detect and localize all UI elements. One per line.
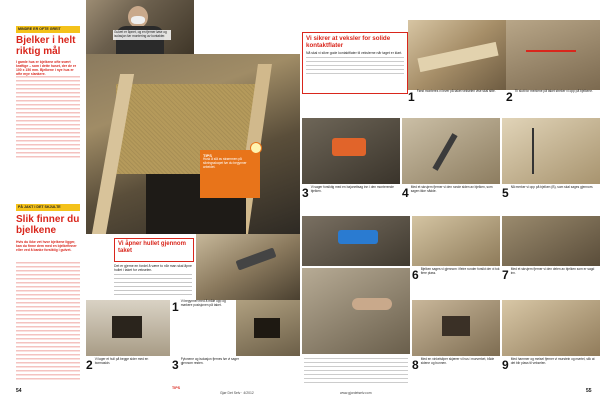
- grinder-tool: [338, 230, 378, 244]
- left-panel: [0, 0, 86, 400]
- photo-removed-joist: [502, 216, 600, 266]
- photo-angle-grinder: [302, 216, 410, 266]
- r-step-3-number: 3: [302, 186, 309, 200]
- r-step-7: [502, 268, 598, 298]
- r-step-4-text: Med et skrujern fjerner vi den runde siden av bjelken, som sagen ikke nådde.: [410, 185, 493, 193]
- r-step-3-text: Vi sager forsiktig med en bajonettsag inn i den monterende bjelken.: [310, 185, 394, 193]
- r-step-6-number: 6: [412, 268, 419, 282]
- tip-label: TIPS: [203, 153, 212, 158]
- r-step-5: [502, 186, 598, 214]
- tag2-yellow: [16, 204, 80, 211]
- left-body-2-filler: [16, 262, 80, 380]
- r-step-6-text: Bjelken sages vi gjennom i fleire runder forsikt der vi tok fiere plass.: [420, 267, 500, 275]
- r-step-1-text: Først monteres vi lever på taket vekselen vise skal sitte.: [416, 89, 496, 93]
- hole-dark-2: [254, 318, 280, 338]
- photo-worker-mask: [86, 0, 194, 54]
- hole-dark: [112, 316, 142, 338]
- worker-mask: [131, 16, 145, 24]
- right-title: Vi sikrer at veksler for solide kontaktflater: [306, 35, 391, 49]
- right-intro: Nå skal vi sikre gode kontaktflater til vekslerne når taget er klart.: [306, 51, 403, 55]
- r-step-5-number: 5: [502, 186, 509, 200]
- photo-hammer-hole: [236, 300, 300, 356]
- r-step-9: [502, 358, 598, 388]
- r-step-7-number: 7: [502, 268, 509, 282]
- photo-joist-closeup-2: [506, 20, 600, 90]
- photo-open-floor: [86, 54, 300, 234]
- left-body-1: I gamle hus er bjelkene ofte svært kraftige – som i dette huset, der de er 100 x 150 mm. Bjelkene i nye hus er ofte mye slankere.: [16, 60, 77, 77]
- r-step-4: [402, 186, 498, 214]
- r-step-2: [506, 90, 598, 114]
- r-step-8-text: Med en vinkelsliper skjærer vi hus i murverket, både sidene og bunnen.: [420, 357, 495, 365]
- pencil-mark: [526, 50, 576, 52]
- middle-title: Vi åpner hullet gjennom taket: [118, 241, 186, 254]
- middle-intro-filler: [114, 274, 192, 298]
- brick-gap: [442, 316, 470, 336]
- left-headline-2: Slik finner du bjelkene: [16, 214, 80, 236]
- top-caption: Gulvet er åpnet, og en fjerner løse og isolasjon før montering av kontakter.: [113, 30, 171, 40]
- photo-saw-joist: [302, 118, 400, 184]
- footer-left: Gjør Det Selv · 4/2012: [220, 391, 254, 395]
- r-step-9-number: 9: [502, 358, 509, 372]
- r-step-2-text: Til slutt for merkene på taket streker vi opp på bjelkene.: [514, 89, 593, 93]
- mid-step-1-text: Vi begynner med å måle opp og markere posisjonen på taket.: [180, 299, 226, 307]
- r-step-8-number: 8: [412, 358, 419, 372]
- worker-arm: [352, 298, 392, 310]
- mid-step-3-text: Pylonene og isolasjon fjernes før vi sager gjennom resten.: [180, 357, 239, 365]
- r-step-2-number: 2: [506, 90, 513, 104]
- saw-tool: [332, 138, 366, 156]
- r-step-7-text: Med et skrujern fjerner vi den delen av bjelken som er sagd inn.: [510, 267, 595, 275]
- middle-intro: Det er gjerne en fordel å være to når man skal åpne hullet i taket for vekselen.: [114, 264, 192, 273]
- right-intro-filler: [306, 57, 404, 77]
- tip-box: [200, 150, 260, 198]
- photo-cut-joist: [412, 216, 500, 266]
- left-body-2: Hvis du ikke vet hvor bjelkene ligger, kan du finne dem med en bjelkefinner eller ved å banke forsiktig i gulvet.: [16, 240, 77, 253]
- r-step-5-text: Nå merker vi opp på bjelken (B), som skal sages gjennom.: [510, 185, 594, 189]
- left-page-number: 54: [16, 388, 22, 394]
- photo-chisel-joist: [402, 118, 500, 184]
- r-step-4-number: 4: [402, 186, 409, 200]
- right-page: [300, 0, 600, 400]
- right-body-filler: [304, 358, 408, 384]
- left-headline-1: Bjelker i helt riktig mål: [16, 35, 76, 57]
- r-step-3: [302, 186, 398, 214]
- r-step-1-number: 1: [408, 90, 415, 104]
- photo-saw-cutting: [196, 234, 300, 300]
- r-step-6: [412, 268, 500, 298]
- right-header-box: [302, 32, 408, 94]
- middle-bottom-panel: [86, 234, 300, 400]
- r-step-9-text: Med hammer og meisel fjerner vi murstein og mørtel, slik at det blir plass til vekselen.: [510, 357, 595, 365]
- left-tag-label: MINDRE ER OFTE GREIT: [18, 27, 61, 31]
- left-tag2-label: PÅ JAKT I DET SKJULTE: [18, 205, 61, 209]
- photo-ceiling-hole: [86, 300, 170, 356]
- photo-marked-joist: [502, 118, 600, 184]
- mark-line: [532, 128, 534, 174]
- photo-brick-cut: [412, 300, 500, 356]
- r-step-1: [408, 90, 504, 114]
- mid-step-2-text: Vi lager et hull på begge sider med en bormaskin.: [94, 357, 149, 365]
- mid-tips-label: TIPS: [172, 386, 180, 390]
- mid-step-1: [172, 300, 234, 356]
- right-page-number: 55: [586, 388, 592, 394]
- photo-brick-removed: [502, 300, 600, 356]
- photo-wall-grinding: [302, 268, 410, 354]
- mid-step-3-number: 3: [172, 358, 179, 372]
- footer-right: www.gjordetselv.com: [340, 391, 372, 395]
- left-body-1-filler: [16, 76, 80, 160]
- tip-text: Husk å slå av strømmen på sikringsskapet før du begynner arbeidet.: [203, 157, 247, 169]
- mid-step-2-number: 2: [86, 358, 93, 372]
- mid-step-2: [86, 358, 158, 398]
- mid-step-1-number: 1: [172, 300, 179, 314]
- photo-joist-closeup-1: [408, 20, 506, 90]
- tag-yellow: [16, 26, 80, 33]
- middle-header-box: [114, 238, 194, 262]
- r-step-8: [412, 358, 500, 388]
- bulb-icon: [250, 142, 262, 154]
